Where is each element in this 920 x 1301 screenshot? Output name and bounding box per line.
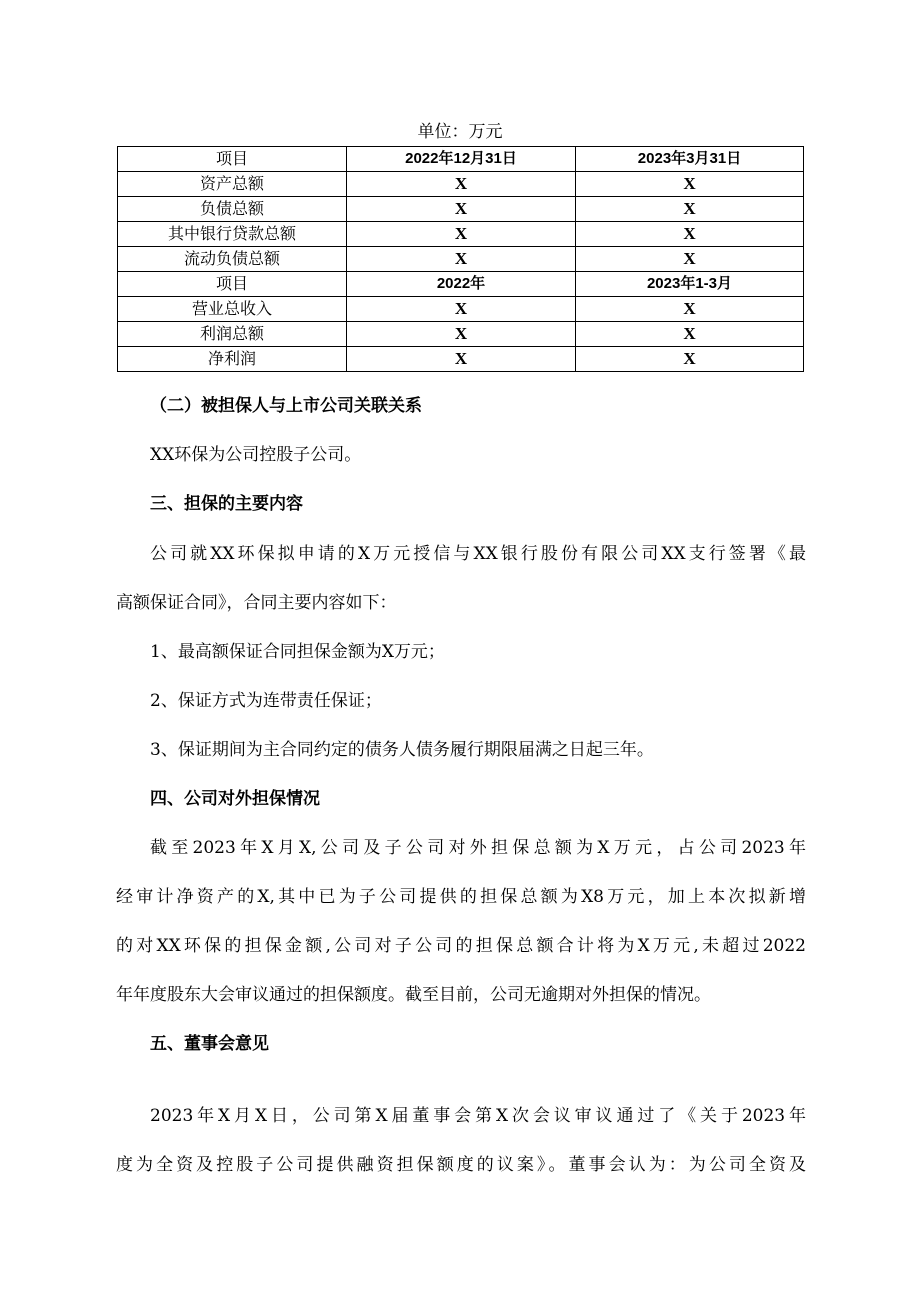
table-row [118,247,804,272]
content-item: 1、最高额保证合同担保金额为X万元； [150,642,445,662]
row-value: X [576,222,804,247]
board-paragraph-line: 2023年X月X日，公司第X届董事会第X次会议审议通过了《关于2023年 [150,1106,806,1126]
table-row [118,197,804,222]
financial-summary-table [117,146,804,372]
table-header-row [118,147,804,172]
row-value: X [347,222,576,247]
table-row [118,172,804,197]
board-paragraph-line: 度为全资及控股子公司提供融资担保额度的议案》。董事会认为：为公司全资及 [116,1155,806,1175]
external-paragraph-line: 经审计净资产的X,其中已为子公司提供的担保总额为X8万元，加上本次拟新增 [116,887,806,907]
row-value: X [347,172,576,197]
table-header-cell: 2022年12月31日 [347,147,576,172]
row-value: X [347,322,576,347]
table-header-cell: 项目 [118,272,347,297]
table-header-cell: 2023年3月31日 [576,147,804,172]
content-item: 3、保证期间为主合同约定的债务人债务履行期限届满之日起三年。 [150,740,654,760]
external-paragraph-line: 截至2023年X月X,公司及子公司对外担保总额为X万元，占公司2023年 [150,838,806,858]
table-row [118,297,804,322]
row-value: X [347,197,576,222]
row-label: 净利润 [118,347,347,372]
row-value: X [576,172,804,197]
row-value: X [347,347,576,372]
table-row [118,322,804,347]
row-value: X [576,197,804,222]
section-heading-relation: （二）被担保人与上市公司关联关系 [150,396,422,416]
row-value: X [576,247,804,272]
row-label: 负债总额 [118,197,347,222]
row-label: 营业总收入 [118,297,347,322]
row-label: 利润总额 [118,322,347,347]
table-row [118,347,804,372]
section-heading-external: 四、公司对外担保情况 [150,789,320,809]
row-value: X [347,247,576,272]
content-paragraph-line: 高额保证合同》，合同主要内容如下： [116,593,397,613]
relation-paragraph: XX环保为公司控股子公司。 [150,445,362,465]
row-label: 资产总额 [118,172,347,197]
section-heading-content: 三、担保的主要内容 [150,494,303,514]
external-paragraph-line: 年年度股东大会审议通过的担保额度。截至目前，公司无逾期对外担保的情况。 [116,985,711,1005]
row-label: 其中银行贷款总额 [118,222,347,247]
content-item: 2、保证方式为连带责任保证； [150,691,382,711]
section-heading-board: 五、董事会意见 [150,1034,269,1054]
row-label: 流动负债总额 [118,247,347,272]
table-row [118,222,804,247]
external-paragraph-line: 的对XX环保的担保金额,公司对子公司的担保总额合计将为X万元,未超过2022 [116,936,806,956]
content-paragraph-line: 公司就XX环保拟申请的X万元授信与XX银行股份有限公司XX支行签署《最 [150,544,806,564]
table-header-cell: 2022年 [347,272,576,297]
table-header-row [118,272,804,297]
table-header-cell: 2023年1-3月 [576,272,804,297]
row-value: X [347,297,576,322]
row-value: X [576,322,804,347]
row-value: X [576,297,804,322]
table-header-cell: 项目 [118,147,347,172]
row-value: X [576,347,804,372]
table-unit-label: 单位：万元 [417,122,503,142]
